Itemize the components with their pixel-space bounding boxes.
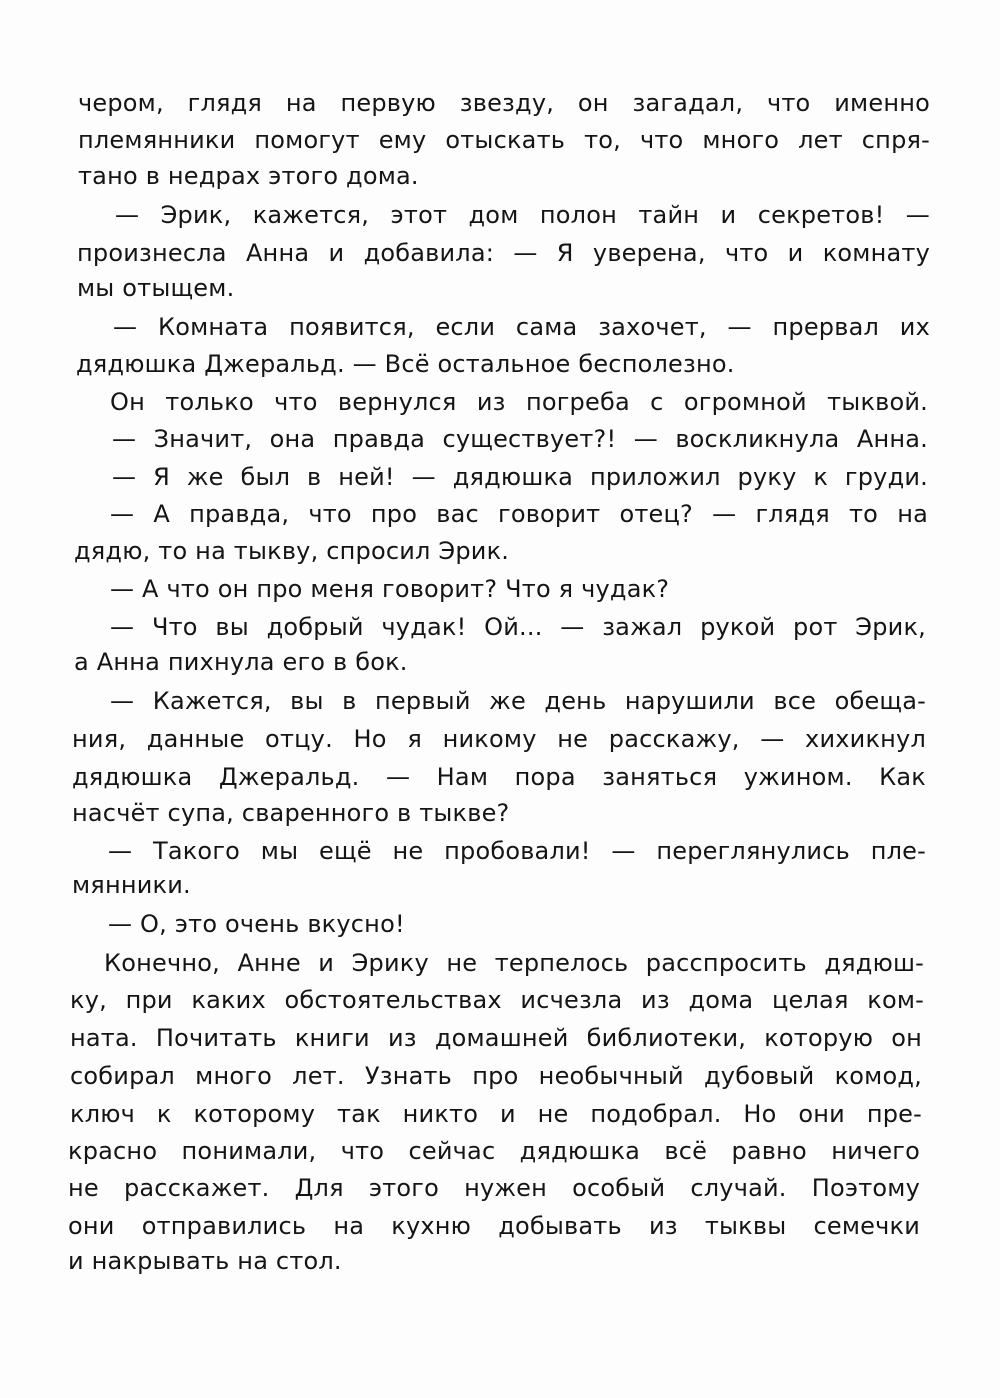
text-line: мянники.: [72, 871, 191, 899]
text-line: — Значит, она правда существует?! — воскликнула Анна.: [112, 425, 928, 453]
text-line: а Анна пихнула его в бок.: [74, 648, 408, 676]
text-line: племянники помогут ему отыскать то, что много лет спря-: [78, 126, 930, 154]
text-line: — А что он про меня говорит? Что я чудак?: [110, 575, 670, 603]
text-line: и накрывать на стол.: [68, 1247, 342, 1275]
text-line: насчёт супа, сваренного в тыкве?: [72, 799, 510, 827]
text-line: — О, это очень вкусно!: [108, 910, 405, 938]
text-line: — Такого мы ещё не пробовали! — переглянулись пле-: [108, 837, 926, 865]
text-line: произнесла Анна и добавила: — Я уверена, что и комнату: [77, 239, 930, 267]
text-line: мы отыщем.: [77, 274, 235, 302]
text-line: дядю, то на тыкву, спросил Эрик.: [74, 537, 510, 565]
text-line: чером, глядя на первую звезду, он загадал, что именно: [78, 89, 930, 117]
text-line: — Я же был в ней! — дядюшка приложил руку к груди.: [112, 463, 928, 491]
text-line: дядюшка Джеральд. — Нам пора заняться ужином. Как: [72, 763, 926, 791]
text-line: ния, данные отцу. Но я никому не расскажу, — хихикнул: [72, 725, 926, 753]
text-line: — Что вы добрый чудак! Ой... — зажал рукой рот Эрик,: [110, 613, 926, 641]
text-line: красно понимали, что сейчас дядюшка всё равно ничего: [68, 1137, 920, 1165]
text-line: ку, при каких обстоятельствах исчезла из дома целая ком-: [70, 986, 924, 1014]
text-line: не расскажет. Для этого нужен особый случай. Поэтому: [68, 1174, 920, 1202]
text-line: — Эрик, кажется, этот дом полон тайн и секретов! —: [115, 201, 930, 229]
text-line: дядюшка Джеральд. — Всё остальное бесполезно.: [76, 350, 735, 378]
text-line: — Комната появится, если сама захочет, — прервал их: [113, 313, 930, 341]
text-line: тано в недрах этого дома.: [78, 162, 419, 190]
text-line: ната. Почитать книги из домашней библиотеки, которую он: [70, 1024, 922, 1052]
text-line: они отправились на кухню добывать из тыквы семечки: [68, 1212, 920, 1240]
text-line: Он только что вернулся из погреба с огромной тыквой.: [110, 388, 928, 416]
text-line: собирал много лет. Узнать про необычный дубовый комод,: [70, 1062, 922, 1090]
text-line: ключ к которому так никто и не подобрал. Но они пре-: [70, 1100, 922, 1128]
text-line: — А правда, что про вас говорит отец? — глядя то на: [110, 500, 928, 528]
text-line: Конечно, Анне и Эрику не терпелось расспросить дядюш-: [104, 949, 924, 977]
text-line: — Кажется, вы в первый же день нарушили все обеща-: [110, 687, 926, 715]
